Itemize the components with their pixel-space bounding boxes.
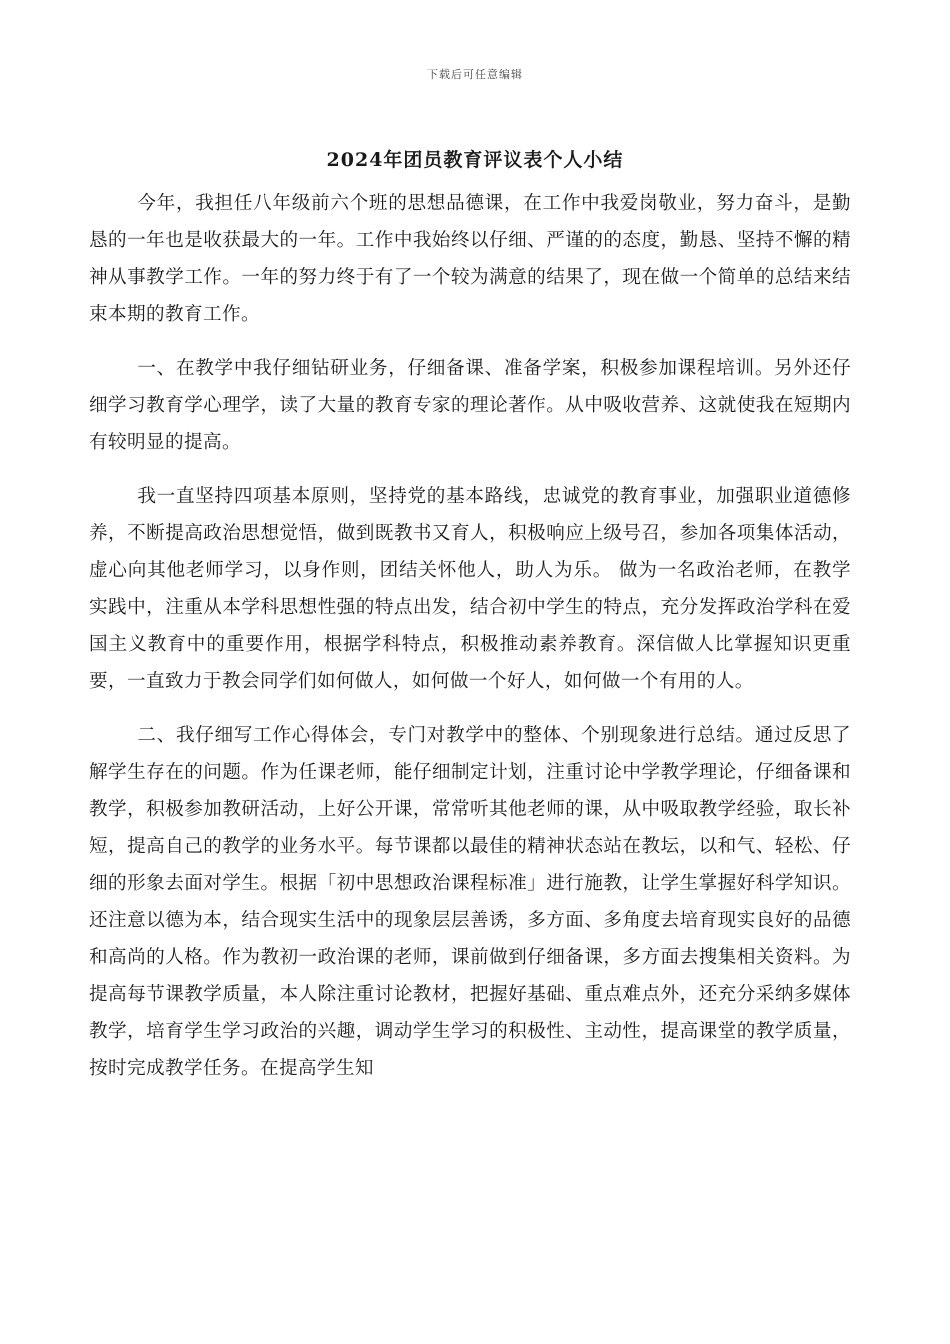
paragraph-principles: 我一直坚持四项基本原则，坚持党的基本路线，忠诚党的教育事业，加强职业道德修养，不断提高政治思想觉悟，做到既教书又育人，积极响应上级号召，参加各项集体活动，虚心向其他老师学习，以身作则，团结关怀他人，助人为乐。 做为一名政治老师，在教学实践中，注重从本学科思想性强的特点出发，结合初中学生的特点，充分发挥政治学科在爱国主义教育中的重要作用，根据学科特点，积极推动素养教育。深信做人比掌握知识更重要，一直致力于教会同学们如何做人，如何做一个好人，如何做一个有用的人。 <box>89 486 851 692</box>
document-body <box>89 170 851 1087</box>
document-title: 2024年团员教育评议表个人小结 <box>326 149 624 171</box>
header-note: 下载后可任意编辑 <box>427 68 523 81</box>
paragraph-section-two: 二、我仔细写工作心得体会，专门对教学中的整体、个别现象进行总结。通过反思了解学生存在的问题。作为任课老师，能仔细制定计划，注重讨论中学教学理论，仔细备课和教学，积极参加教研活动，上好公开课，常常听其他老师的课，从中吸取教学经验，取长补短，提高自己的教学的业务水平。每节课都以最佳的精神状态站在教坛，以和气、轻松、仔细的形象去面对学生。根据「初中思想政治课程标准」进行施教，让学生掌握好科学知识。还注意以德为本，结合现实生活中的现象层层善诱，多方面、多角度去培育现实良好的品德和高尚的人格。作为教初一政治课的老师，课前做到仔细备课，多方面去搜集相关资料。为提高每节课教学质量，本人除注重讨论教材，把握好基础、重点难点外，还充分采纳多媒体教学，培育学生学习政治的兴趣，调动学生学习的积极性、主动性，提高课堂的教学质量，按时完成教学任务。在提高学生知 <box>89 725 851 1079</box>
paragraph-section-one: 一、在教学中我仔细钻研业务，仔细备课、准备学案，积极参加课程培训。另外还仔细学习教育学心理学，读了大量的教育专家的理论著作。从中吸收营养、这就使我在短期内有较明显的提高。 <box>89 358 851 453</box>
paragraph-intro: 今年，我担任八年级前六个班的思想品德课，在工作中我爱岗敬业，努力奋斗，是勤恳的一年也是收获最大的一年。工作中我始终以仔细、严谨的的态度，勤恳、坚持不懈的精神从事教学工作。一年的努力终于有了一个较为满意的结果了，现在做一个简单的总结来结束本期的教育工作。 <box>89 193 851 325</box>
